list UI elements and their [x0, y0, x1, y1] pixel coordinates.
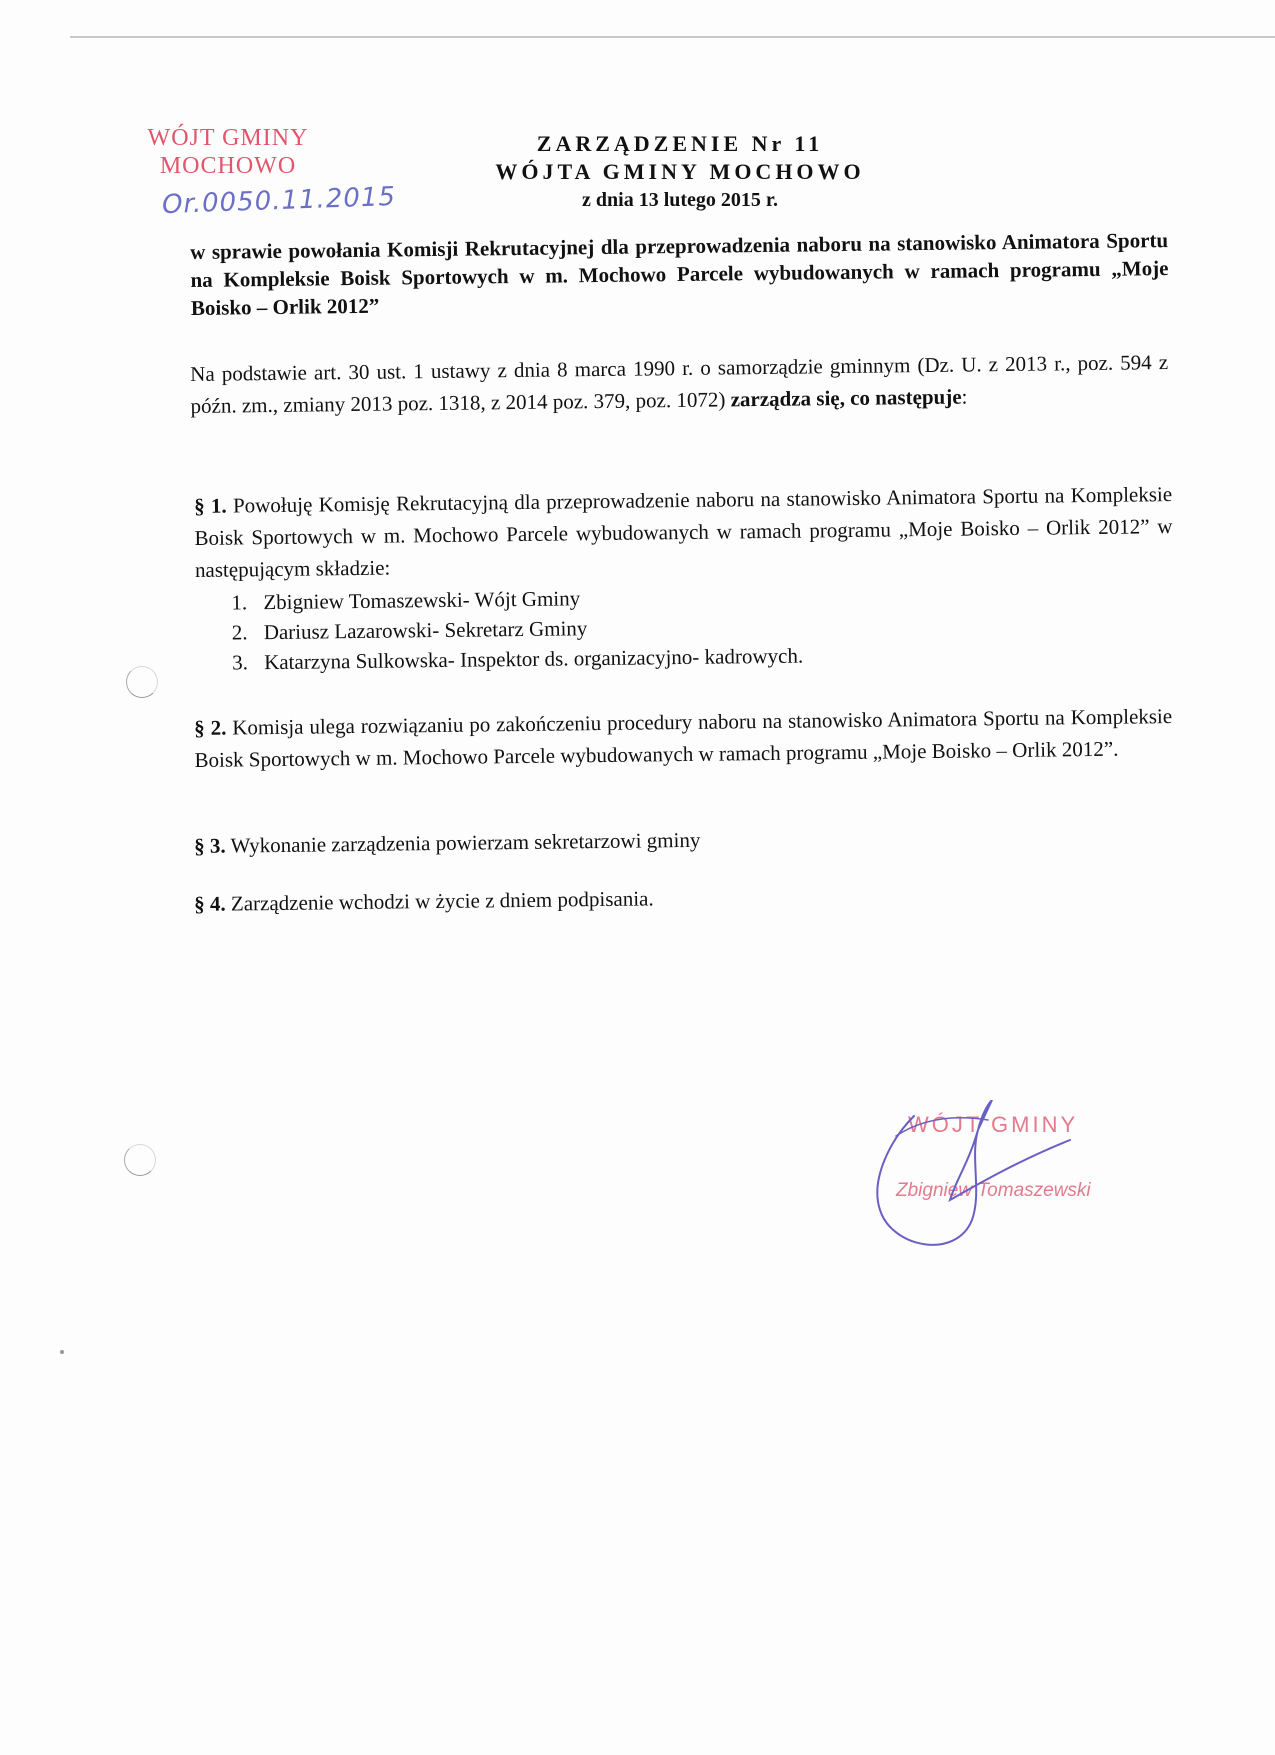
- member-text: Zbigniew Tomaszewski- Wójt Gminy: [263, 586, 581, 615]
- section-1: [194, 478, 1174, 678]
- document-title: ZARZĄDZENIE Nr 11: [536, 131, 824, 156]
- legal-basis-text: Na podstawie art. 30 ust. 1 ustawy z dnia 8 marca 1990 r. o samorządzie gminnym (Dz. U. z 2013 r., poz. 594 z późn. zm., zmiany 2013 poz. 1318, z 2014 poz. 379, poz. 1072): [190, 350, 1169, 418]
- section-3-mark: § 3.: [194, 833, 226, 858]
- section-2-mark: § 2.: [194, 715, 227, 740]
- document-date: z dnia 13 lutego 2015 r.: [582, 189, 778, 211]
- section-4-text: Zarządzenie wchodzi w życie z dniem podpisania.: [230, 886, 654, 916]
- scan-edge: [70, 36, 1275, 38]
- punch-hole-mark: [126, 666, 158, 698]
- handwritten-reference-number: Or.0050.11.2015: [161, 181, 397, 221]
- office-stamp-line2: MOCHOWO: [159, 153, 297, 179]
- section-4-mark: § 4.: [194, 891, 226, 916]
- section-3: [194, 818, 1172, 862]
- signature-stamp-name: Zbigniew Tomaszewski: [896, 1180, 1091, 1201]
- document-subject: w sprawie powołania Komisji Rekrutacyjnej dla przeprowadzenia naboru na stanowisko Animatora Sportu na Kompleksie Boisk Sportowych w m. Mochowo Parcele wybudowanych w ramach programu „Moje Boisko – Orlik 2012”: [190, 228, 1169, 320]
- scan-speck: [60, 1350, 64, 1354]
- member-text: Katarzyna Sulkowska- Inspektor ds. organizacyjno- kadrowych.: [263, 643, 804, 675]
- section-3-text: Wykonanie zarządzenia powierzam sekretarzowi gminy: [230, 827, 701, 858]
- handwritten-signature: [860, 1100, 1140, 1260]
- decree-phrase: zarządza się, co następuje: [730, 384, 962, 412]
- signature-stamp-office: WÓJT GMINY: [908, 1112, 1079, 1137]
- document-heading: [440, 130, 920, 214]
- section-2: [194, 700, 1173, 776]
- committee-members-list: [231, 576, 1174, 678]
- member-number: 1.: [231, 590, 248, 615]
- decree-colon: :: [961, 384, 968, 409]
- member-number: 3.: [231, 650, 249, 675]
- document-issuer: WÓJTA GMINY MOCHOWO: [495, 159, 865, 184]
- legal-basis: [190, 346, 1169, 422]
- punch-hole-mark: [124, 1144, 156, 1176]
- section-1-mark: § 1.: [194, 493, 227, 518]
- section-1-text: Powołuję Komisję Rekrutacyjną dla przeprowadzenie naboru na stanowisko Animatora Sportu na Kompleksie Boisk Sportowych w m. Mochowo Parcele wybudowanych w ramach programu „Moje Boisko – Orlik 2012” w następującym składzie:: [194, 482, 1173, 582]
- member-number: 2.: [231, 620, 248, 645]
- section-2-text: Komisja ulega rozwiązaniu po zakończeniu procedury naboru na stanowisko Animatora Sportu na Kompleksie Boisk Sportowych w m. Mochowo Parcele wybudowanych w ramach programu „Moje Boisko – Orlik 2012”.: [194, 704, 1173, 772]
- office-stamp: [118, 124, 338, 180]
- member-text: Dariusz Lazarowski- Sekretarz Gminy: [263, 616, 588, 645]
- office-stamp-line1: WÓJT GMINY: [147, 125, 309, 151]
- signature-stamp: [860, 1100, 1140, 1260]
- section-4: [194, 876, 1172, 920]
